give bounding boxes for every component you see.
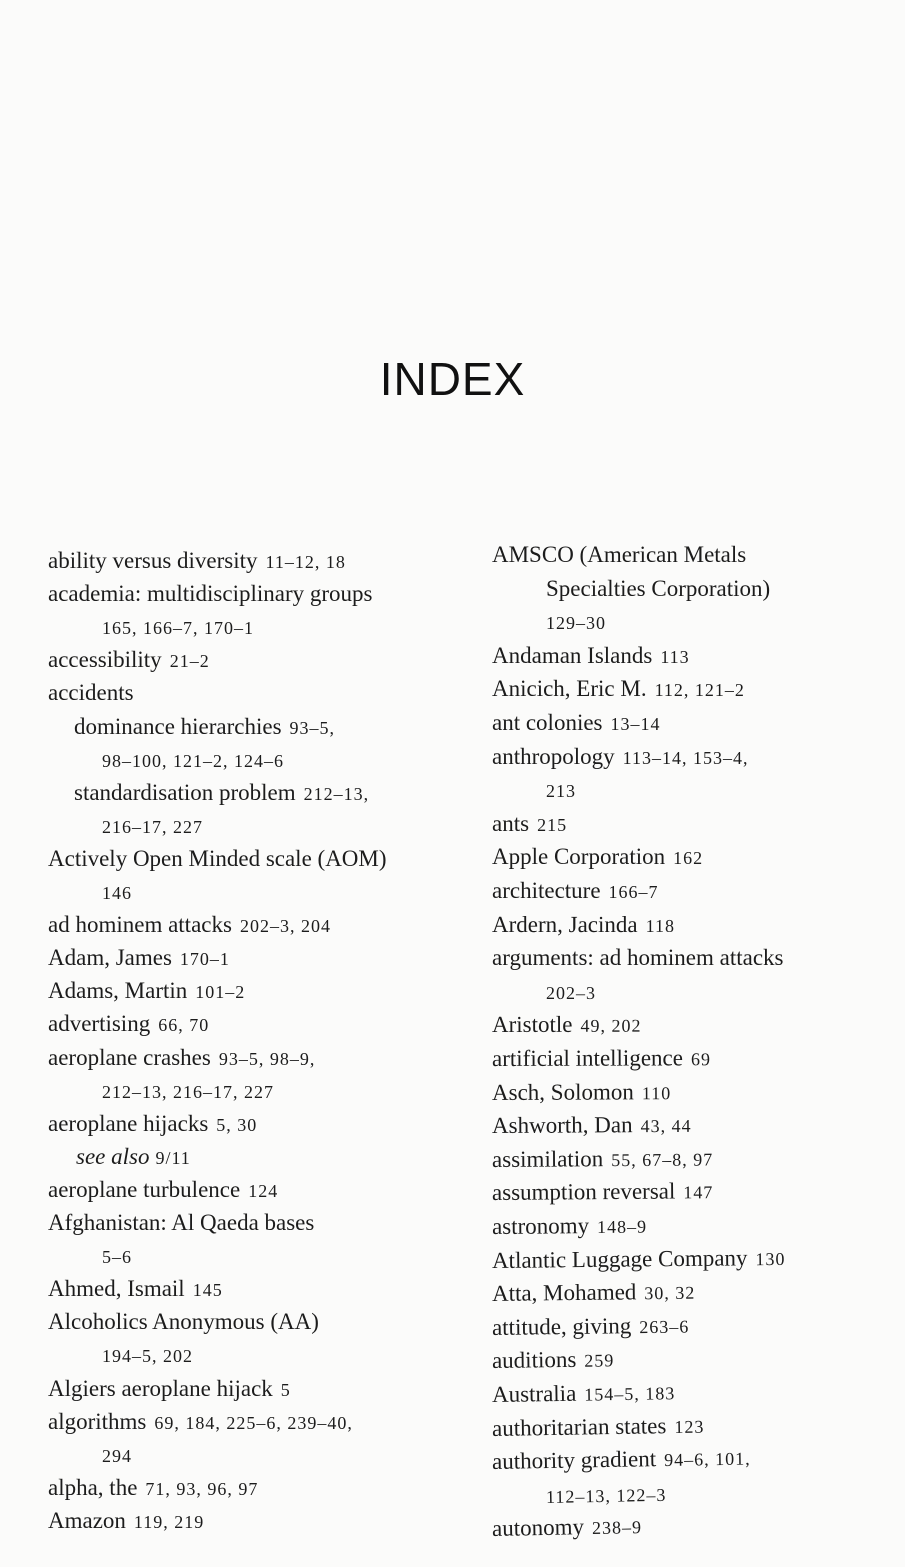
index-term: arguments: ad hominem attacks	[492, 945, 784, 971]
index-entry	[492, 943, 783, 973]
page-numbers: 113–14, 153–4,	[622, 747, 749, 768]
page-numbers: 93–5, 98–9,	[218, 1048, 316, 1069]
index-term: accessibility	[48, 647, 162, 673]
index-term: artificial intelligence	[491, 1045, 683, 1071]
page-numbers: 55, 67–8, 97	[611, 1149, 714, 1170]
page-numbers: 294	[102, 1445, 132, 1466]
index-entry	[492, 1410, 705, 1443]
index-entry	[492, 1110, 692, 1141]
page-numbers: 213	[546, 781, 576, 802]
page-numbers: 194–5, 202	[102, 1346, 193, 1367]
index-entry	[492, 674, 745, 704]
index-continuation	[102, 877, 132, 907]
index-entry	[48, 1307, 319, 1337]
index-term: assumption reversal	[491, 1178, 676, 1206]
page-numbers: 130	[755, 1248, 786, 1269]
index-term: authoritarian states	[491, 1412, 667, 1441]
index-entry	[492, 1277, 696, 1309]
page-numbers: 162	[673, 848, 704, 869]
page-numbers: 13–14	[610, 714, 661, 734]
index-subentry	[74, 778, 369, 808]
index-entry	[48, 678, 134, 708]
page-numbers: 212–13, 216–17, 227	[102, 1081, 274, 1102]
index-entry	[48, 1009, 209, 1039]
index-term: Australia	[491, 1380, 577, 1407]
index-entry	[48, 910, 331, 940]
index-term: Aristotle	[491, 1012, 573, 1038]
index-term: Ardern, Jacinda	[491, 911, 638, 937]
page-numbers: 202–3, 204	[239, 916, 331, 937]
index-entry	[492, 1345, 615, 1377]
index-continuation	[102, 811, 203, 841]
index-entry	[48, 943, 230, 973]
index-term: astronomy	[491, 1213, 590, 1239]
index-entry	[492, 1043, 711, 1074]
index-entry	[48, 1374, 291, 1404]
index-term: academia: multidisciplinary groups	[48, 581, 373, 607]
index-continuation	[102, 1241, 132, 1271]
index-continuation	[102, 1076, 274, 1106]
index-entry	[492, 1211, 647, 1242]
index-term: authority gradient	[491, 1446, 657, 1475]
page-numbers: 259	[584, 1350, 615, 1372]
page-numbers: 123	[674, 1416, 705, 1437]
index-continuation	[546, 574, 770, 604]
index-term: Ashworth, Dan	[491, 1112, 633, 1139]
index-term: dominance hierarchies	[74, 713, 282, 739]
index-entry	[492, 1077, 671, 1108]
page-numbers: 124	[248, 1180, 279, 1201]
index-entry	[492, 1143, 713, 1175]
page-numbers: 147	[683, 1182, 714, 1203]
index-see-also	[76, 1142, 191, 1172]
index-entry	[48, 1175, 278, 1205]
index-term: Alcoholics Anonymous (AA)	[48, 1309, 319, 1335]
page-numbers: 66, 70	[158, 1015, 210, 1036]
index-term: Andaman Islands	[492, 642, 653, 668]
page-numbers: 112, 121–2	[654, 680, 745, 701]
page-numbers: 112–13, 122–3	[545, 1484, 667, 1507]
page-numbers: 94–6, 101,	[663, 1448, 751, 1471]
index-term: Afghanistan: Al Qaeda bases	[48, 1210, 315, 1235]
index-entry	[492, 540, 746, 570]
index-term: Adam, James	[48, 945, 172, 971]
index-entry	[48, 1506, 204, 1536]
index-term: autonomy	[491, 1514, 585, 1542]
page-numbers: 30, 32	[644, 1282, 696, 1304]
index-term: ability versus diversity	[48, 548, 258, 573]
page-numbers: 69	[690, 1049, 711, 1070]
index-term: advertising	[48, 1011, 151, 1037]
index-term: accidents	[48, 680, 134, 706]
index-entry	[48, 844, 387, 874]
index-term: assimilation	[491, 1146, 604, 1172]
page-numbers: 119, 219	[133, 1511, 205, 1532]
see-also-label: see also	[76, 1143, 150, 1169]
index-term: standardisation problem	[74, 779, 296, 805]
page-numbers: 113	[660, 646, 690, 667]
index-continuation	[546, 607, 606, 637]
index-entry	[48, 579, 372, 609]
page-numbers: 101–2	[195, 982, 246, 1003]
index-term: Apple Corporation	[492, 844, 666, 870]
page-numbers: 129–30	[546, 613, 606, 634]
index-continuation	[102, 745, 284, 775]
index-term: architecture	[492, 878, 601, 903]
index-term: alpha, the	[48, 1474, 138, 1500]
index-entry	[48, 1407, 353, 1437]
page-numbers: 98–100, 121–2, 124–6	[102, 750, 284, 771]
index-entry	[492, 1511, 643, 1544]
page-numbers: 5	[280, 1379, 291, 1400]
index-term: aeroplane crashes	[48, 1044, 211, 1070]
index-term: Atta, Mohamed	[491, 1279, 637, 1307]
index-entry	[492, 742, 749, 772]
page-numbers: 263–6	[639, 1316, 690, 1337]
index-entry	[48, 1043, 315, 1073]
index-continuation	[102, 1440, 132, 1470]
index-entry	[492, 809, 567, 839]
page-numbers: 43, 44	[640, 1116, 692, 1137]
index-term: Ahmed, Ismail	[48, 1276, 185, 1302]
index-entry	[492, 910, 675, 940]
page-numbers: 21–2	[169, 651, 210, 672]
page-numbers: 216–17, 227	[102, 816, 203, 837]
index-term: ant colonies	[492, 710, 603, 735]
index-entry	[48, 1274, 223, 1304]
index-term: ants	[492, 810, 530, 836]
index-term: Actively Open Minded scale (AOM)	[48, 845, 387, 871]
page-numbers: 11–12, 18	[265, 552, 346, 572]
page-numbers: 110	[641, 1082, 672, 1103]
index-entry	[492, 1243, 786, 1276]
index-term: Asch, Solomon	[491, 1078, 634, 1105]
page-numbers: 118	[645, 915, 675, 936]
index-entry	[492, 842, 703, 872]
index-entry	[492, 1177, 714, 1209]
index-entry	[492, 1377, 676, 1410]
index-term: attitude, giving	[491, 1313, 632, 1340]
index-term: auditions	[491, 1347, 577, 1374]
index-entry	[492, 1443, 751, 1478]
index-entry	[492, 641, 690, 671]
index-subentry	[74, 712, 335, 742]
index-term: ad hominem attacks	[48, 912, 232, 938]
index-entry	[48, 645, 210, 675]
page-numbers: 238–9	[591, 1517, 643, 1539]
page-numbers: 69, 184, 225–6, 239–40,	[154, 1412, 353, 1433]
index-entry	[48, 1208, 314, 1238]
index-continuation	[102, 612, 254, 642]
index-term: Amazon	[48, 1507, 126, 1533]
page-numbers: 215	[537, 814, 568, 835]
index-continuation	[546, 977, 596, 1007]
page-numbers: 148–9	[597, 1216, 648, 1238]
index-entry	[48, 1473, 258, 1503]
page-numbers: 145	[192, 1280, 223, 1301]
page-numbers: 154–5, 183	[584, 1383, 676, 1405]
index-continuation	[546, 775, 576, 805]
index-entry	[48, 1109, 257, 1139]
index-term: AMSCO (American Metals	[492, 542, 747, 567]
page-numbers: 9/11	[155, 1147, 191, 1168]
index-continuation	[546, 1479, 667, 1511]
page-title: INDEX	[379, 353, 526, 405]
page-numbers: 5–6	[102, 1247, 132, 1268]
index-term: aeroplane turbulence	[48, 1176, 241, 1202]
index-term: Anicich, Eric M.	[492, 676, 647, 702]
page-numbers: 212–13,	[303, 783, 370, 804]
index-term: aeroplane hijacks	[48, 1110, 209, 1136]
page-numbers: 146	[102, 883, 132, 903]
index-term: anthropology	[492, 743, 615, 769]
page-numbers: 93–5,	[289, 717, 336, 738]
page-numbers: 170–1	[179, 949, 230, 970]
page-numbers: 165, 166–7, 170–1	[102, 618, 254, 639]
page-numbers: 166–7	[608, 882, 659, 902]
page-numbers: 5, 30	[216, 1114, 258, 1135]
page-numbers: 202–3	[545, 982, 597, 1003]
index-continuation	[102, 1340, 193, 1370]
index-term: Adams, Martin	[48, 978, 188, 1004]
index-entry	[492, 876, 659, 906]
index-entry	[492, 1010, 642, 1040]
index-entry	[492, 708, 661, 738]
page-numbers: 49, 202	[580, 1016, 642, 1037]
index-term: Atlantic Luggage Company	[491, 1244, 748, 1273]
index-term: algorithms	[48, 1408, 147, 1434]
index-entry	[492, 1310, 690, 1343]
index-term: Algiers aeroplane hijack	[48, 1375, 273, 1401]
index-entry	[48, 546, 346, 576]
index-term: Specialties Corporation)	[546, 575, 771, 601]
page-numbers: 71, 93, 96, 97	[145, 1478, 259, 1499]
index-entry	[48, 976, 245, 1006]
